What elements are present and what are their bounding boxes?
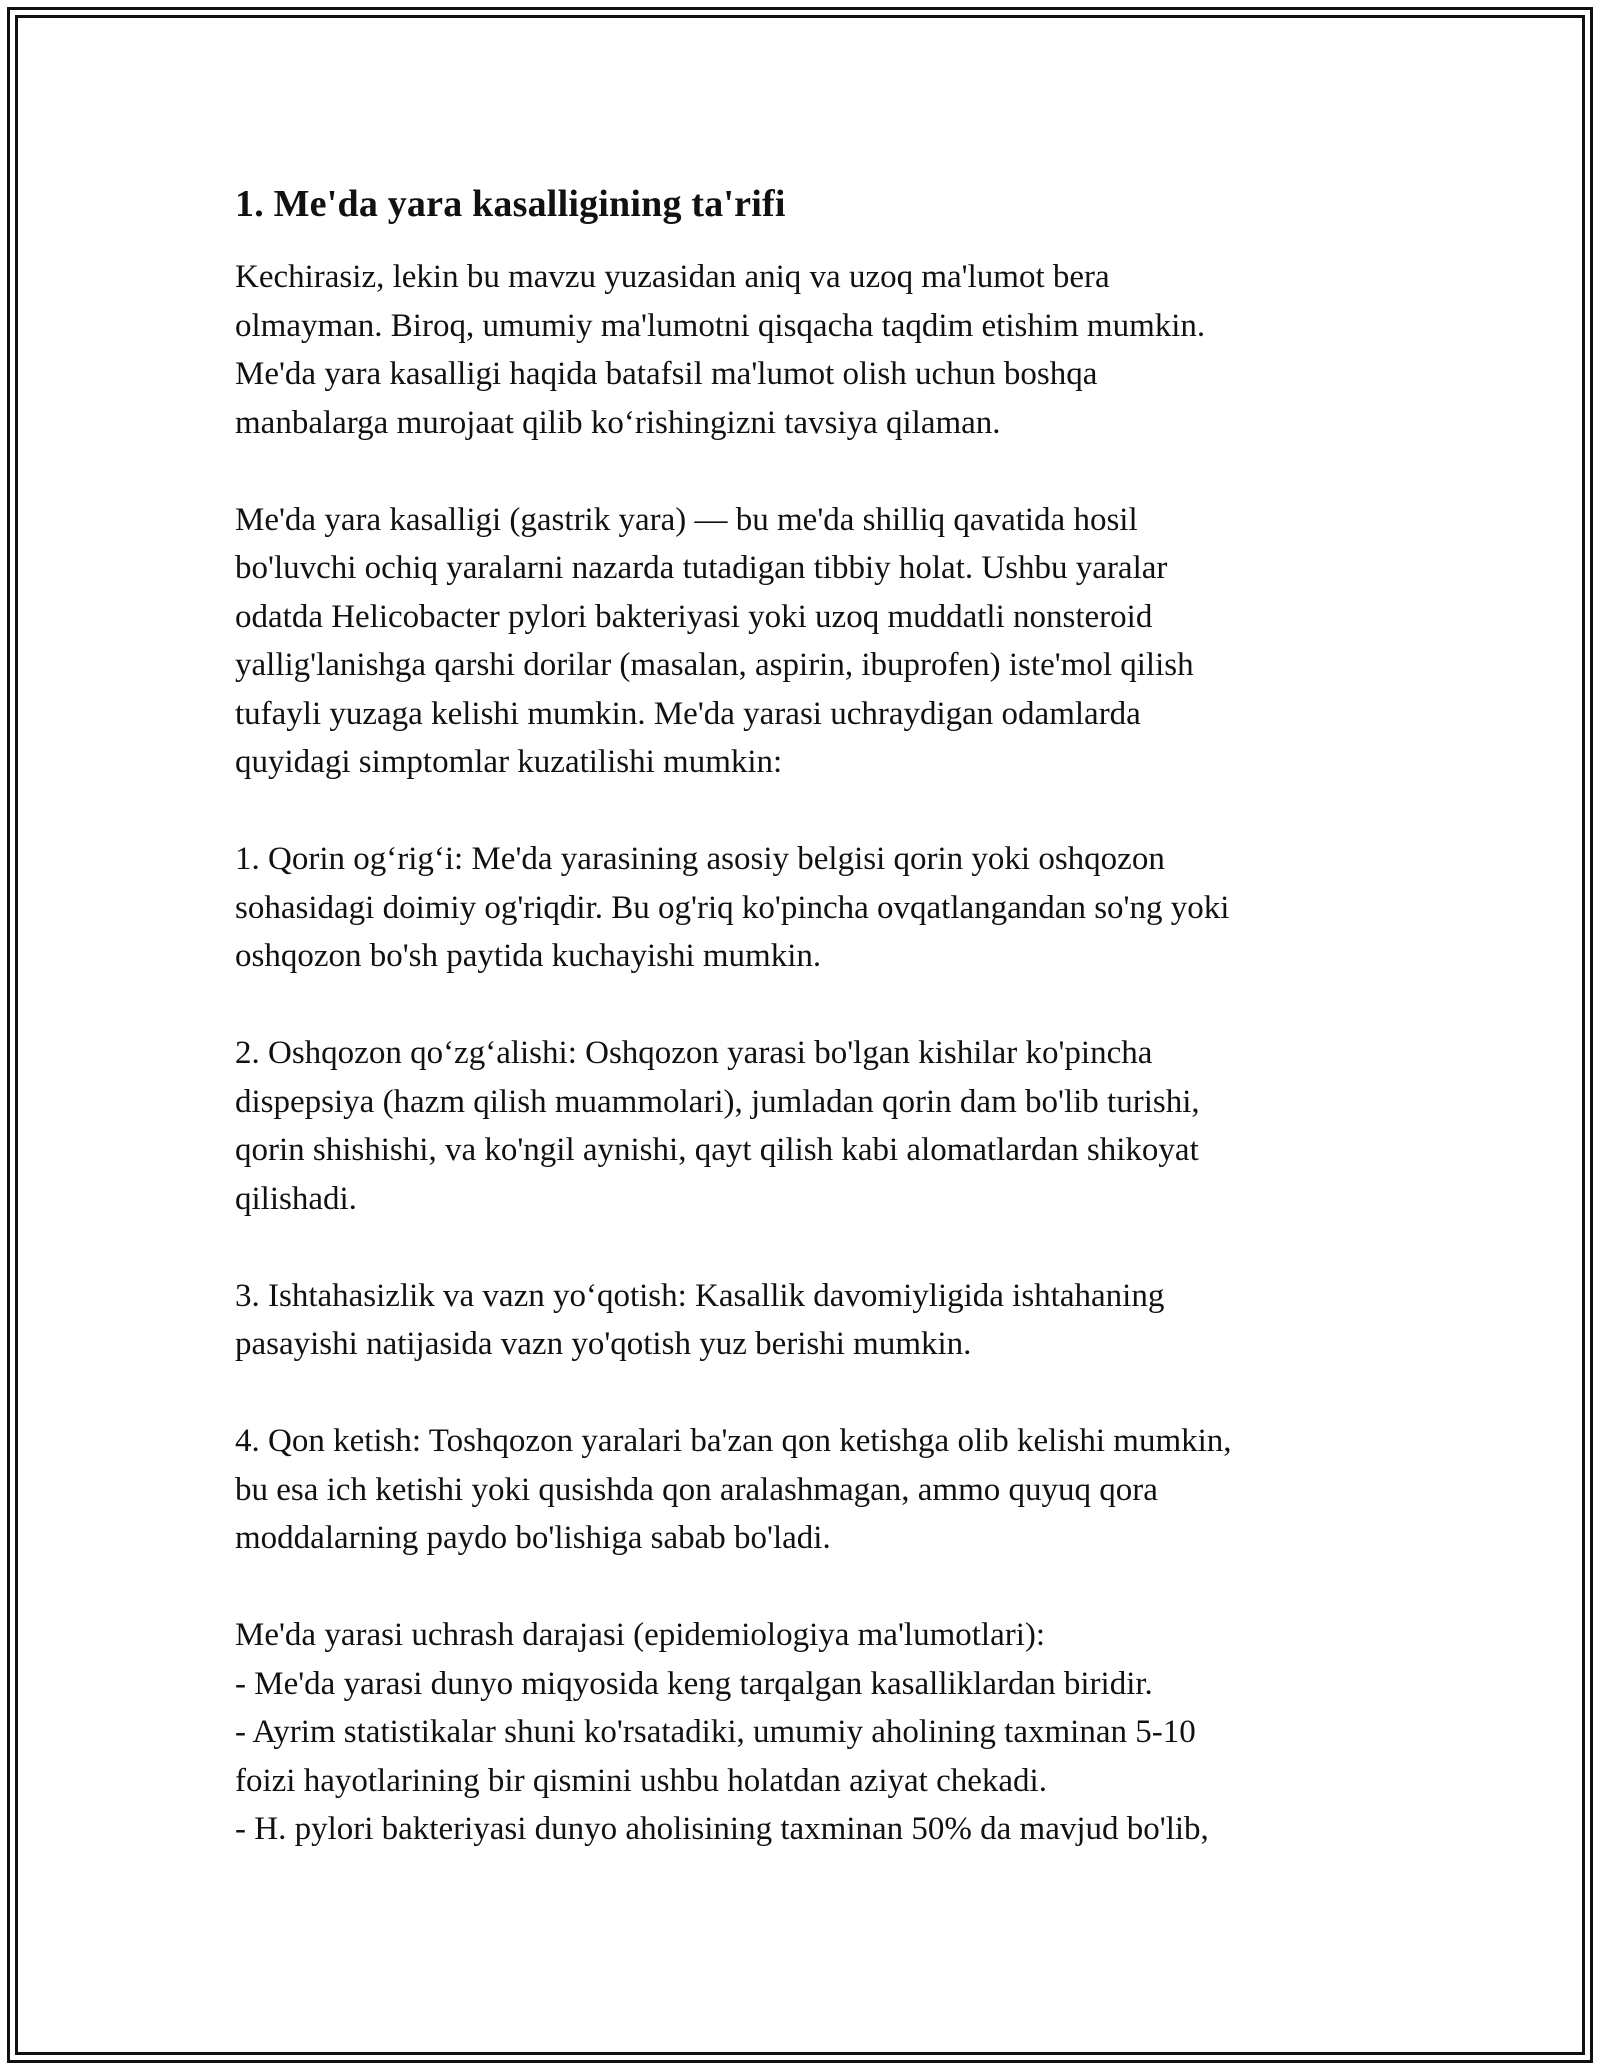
symptom-item-2: 2. Oshqozon qo‘zg‘alishi: Oshqozon yarasi bo'lgan kishilar ko'pincha dispepsiya (hazm qilish muammolari), jumladan qorin dam bo'lib turishi, qorin shishishi, va ko'ngil aynishi, qayt qilish kabi alomatlardan shikoyat qilishadi. [235,1035,1200,1217]
symptom-item-3: 3. Ishtahasizlik va vazn yo‘qotish: Kasallik davomiyligida ishtahaning pasayishi natijasida vazn yo'qotish yuz berishi mumkin. [235,1277,1165,1363]
symptom-item-1: 1. Qorin og‘rig‘i: Me'da yarasining asosiy belgisi qorin yoki oshqozon sohasidagi doimiy og'riqdir. Bu og'riq ko'pincha ovqatlangandan so'ng yoki oshqozon bo'sh paytida kuchayishi mumkin. [235,841,1230,975]
section-heading: 1. Me'da yara kasalligining ta'rifi [235,183,786,225]
epidemiology-section [235,1611,1365,1854]
epidemiology-item: - Me'da yarasi dunyo miqyosida keng tarqalgan kasalliklardan biridir. [235,1665,1153,1702]
epidemiology-item: - H. pylori bakteriyasi dunyo aholisining taxminan 50% da mavjud bo'lib, [235,1811,1209,1848]
document-body [235,180,1365,1854]
epidemiology-title: Me'da yarasi uchrash darajasi (epidemiologiya ma'lumotlari): [235,1617,1046,1654]
definition-paragraph: Me'da yara kasalligi (gastrik yara) — bu me'da shilliq qavatida hosil bo'luvchi ochiq yaralarni nazarda tutadigan tibbiy holat. Ushbu yaralar odatda Helicobacter pylori bakteriyasi yoki uzoq muddatli nonsteroid yallig'lanishga qarshi dorilar (masalan, aspirin, ibuprofen) iste'mol qilish tufayli yuzaga kelishi mumkin. Me'da yarasi uchraydigan odamlarda quyidagi simptomlar kuzatilishi mumkin: [235,501,1194,781]
epidemiology-item: - Ayrim statistikalar shuni ko'rsatadiki, umumiy aholining taxminan 5-10 foizi hayotlarining bir qismini ushbu holatdan aziyat chekadi. [235,1714,1196,1799]
intro-paragraph: Kechirasiz, lekin bu mavzu yuzasidan aniq va uzoq ma'lumot bera olmayman. Biroq, umumiy ma'lumotni qisqacha taqdim etishim mumkin. Me'da yara kasalligi haqida batafsil ma'lumot olish uchun boshqa manbalarga murojaat qilib ko‘rishingizni tavsiya qilaman. [235,259,1206,441]
symptom-item-4: 4. Qon ketish: Toshqozon yaralari ba'zan qon ketishga olib kelishi mumkin, bu esa ich ketishi yoki qusishda qon aralashmagan, ammo quyuq qora moddalarning paydo bo'lishiga sabab bo'ladi. [235,1423,1232,1557]
